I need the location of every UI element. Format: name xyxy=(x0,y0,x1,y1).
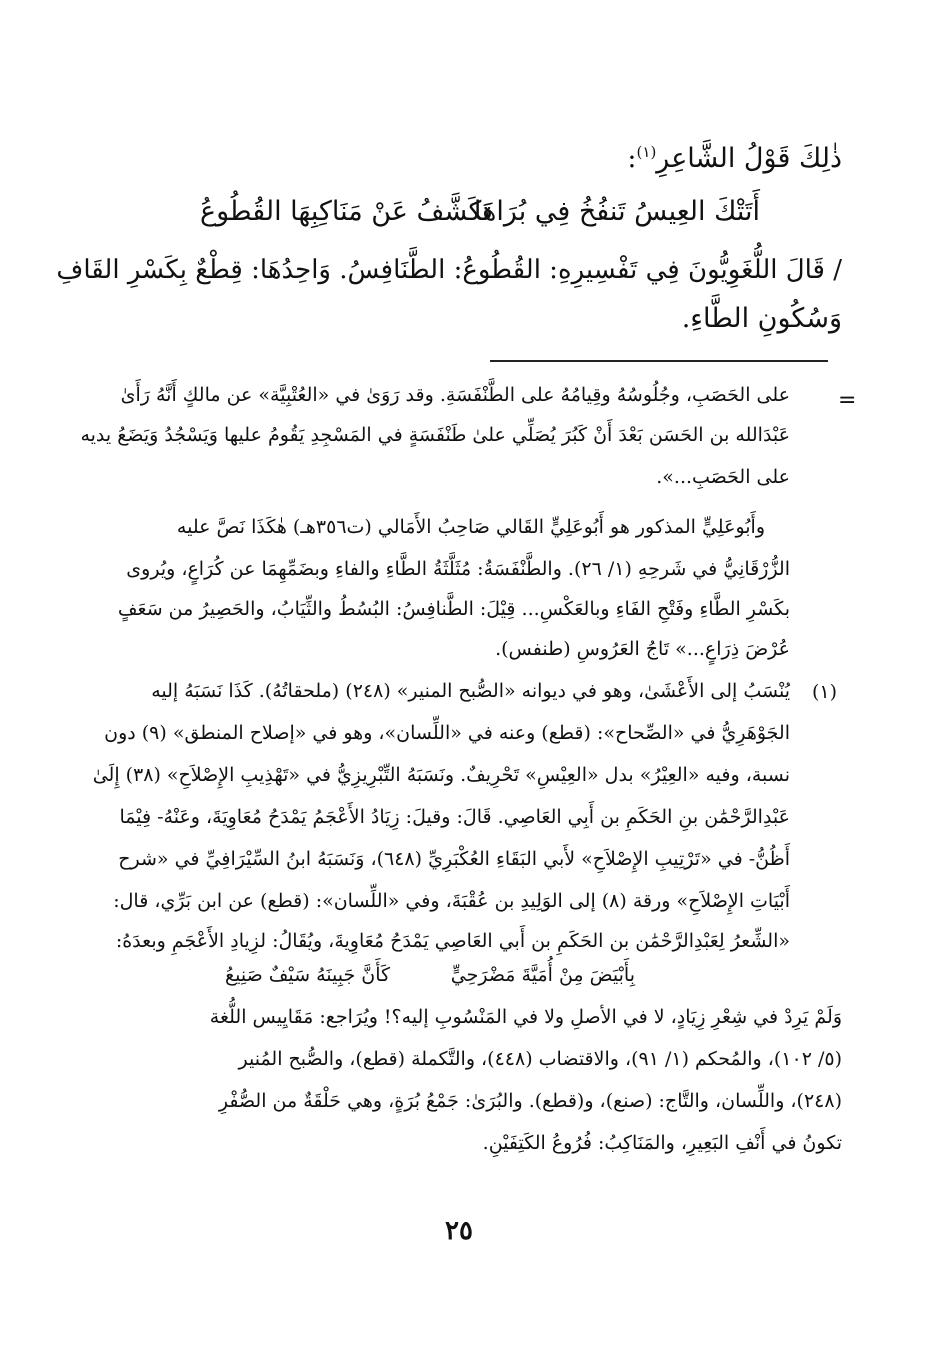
footnote-line: عَبْدِالرَّحْمَٰن بنِ الحَكَمِ بن أَبِي العَاصِي. قَالَ: وقيلَ: زِيَادُ الأَعْجَمُ يَمْدَحُ مُعَاوِيَةَ، وعَنْهُ- فِيْمَا xyxy=(119,806,790,828)
footnote-line: أَظُنُّ- في «تَرْتِيبِ الإِصْلاَحِ» لأَبي البَقَاءِ العُكْبَرِيِّ (٦٤٨)، وَنَسَبَهُ ابنُ السِّيْرَافِيِّ في «شرح xyxy=(118,848,790,870)
footnote-line: نسبة، وفيه «العِيْرُ» بدل «العِيْسِ» تَحْرِيفٌ. ونَسَبَهُ التِّبْرِيزِيُّ في «تَهْذِيبِ الإِصْلاَحِ» (٣٨) إِلَىٰ xyxy=(92,764,790,786)
footnote-line: بكَسْرِ الطَّاءِ وفَتْحِ الفَاءِ وبالعَكْسِ... قِيْلَ: الطَّنافِسُ: البُسُطُ والثِّيَابُ، والحَصِيرُ من سَعَفٍ xyxy=(117,598,790,620)
footnote-verse-right: بِأَبْيَضَ مِنْ أُمَيَّةَ مَضْرَحِيٍّ xyxy=(450,964,635,986)
footnote-line: على الحَصَبِ...». xyxy=(656,466,790,488)
footnote-line: عُرْضَ ذِرَاعٍ...» تَاجُ العَرُوسِ (طنفس). xyxy=(495,638,790,660)
footnote-reference: (١) xyxy=(636,143,657,161)
footnote-line: (٢٤٨)، واللِّسان، والتَّاج: (صنع)، و(قطع). والبُرَىٰ: جَمْعُ بُرَةٍ، وهي حَلْقَةٌ من الصُّفْرِ xyxy=(218,1090,842,1112)
footnote-line: عَبْدَالله بن الحَسَن بَعْدَ أَنْ كَبُرَ يُصَلِّي علىٰ طَنْفَسَةٍ في المَسْجِدِ يَقُومُ عليها وَيَسْجُدُ وَيَضَعُ يديه xyxy=(80,424,790,446)
footnote-verse-left: كَأَنَّ جَبِينَهُ سَيْفٌ صَنِيعُ xyxy=(225,964,391,986)
intro-text: ذٰلِكَ قَوْلُ الشَّاعِرِ xyxy=(656,143,842,174)
footnote-line: أَبْيَاتِ الإِصْلاَحِ» ورقة (٨) إلى الوَلِيدِ بن عُقْبَةَ، وفي «اللِّسان»: (قطع) عن ابن بَرِّي، قال: xyxy=(113,890,790,912)
verse-hemistich-left: تَكَشَّفُ عَنْ مَنَاكِبِهَا القُطُوعُ xyxy=(200,196,491,227)
body-line: / قَالَ اللُّغَوِيُّونَ فِي تَفْسِيرِهِ: القُطُوعُ: الطَّنَافِسُ. وَاحِدُهَا: قِطْعٌ بِكَسْرِ القَافِ xyxy=(56,255,842,285)
footnote-line: الزُّرْقَانِيُّ في شَرحِهِ (١/ ٢٦). والطَّنْفَسَةُ: مُثَلَّثَةُ الطَّاءِ والفاءِ وبضَمِّهِمَا عن كُرَاعٍ، ويُروى xyxy=(126,558,790,580)
footnote-line: على الحَصَبِ، وجُلُوسُهُ وقِيامُهُ على الطَّنْفَسَةِ. وقد رَوَىٰ في «العُتْبِيَّة» عن مالكٍ أَنَّهُ رَأَىٰ xyxy=(120,384,790,406)
footnote-separator xyxy=(490,360,828,362)
footnote-line: (٥/ ١٠٢)، والمُحكم (١/ ٩١)، والاقتضاب (٤٤٨)، والتَّكملة (قطع)، والصُّبح المُنير xyxy=(238,1048,842,1070)
body-line: وَسُكُونِ الطَّاءِ. xyxy=(681,303,842,334)
footnote-line: يُنْسَبُ إلى الأَعْشَىٰ، وهو في ديوانه «الصُّبح المنير» (٢٤٨) (ملحقاتُهُ). كَذَا نَسَبَهُ إليه xyxy=(151,680,790,702)
intro-colon: : xyxy=(627,143,637,174)
footnote-line: وَلَمْ يَرِدْ في شِعْرِ زِيَادٍ، لا في الأصلِ ولا في المَنْسُوبِ إليه؟! ويُرَاجع: مَقَايِيس اللُّغة xyxy=(209,1006,842,1028)
intro-line xyxy=(627,143,842,174)
footnote-number: (١) xyxy=(812,681,838,703)
footnote-line: تكونُ في أَنْفِ البَعِيرِ، والمَنَاكِبُ: فُرُوعُ الكَتِفَيْنِ. xyxy=(482,1132,842,1154)
verse-hemistich-right: أَتَتْكَ العِيسُ تَنفُخُ فِي بُرَاهَا xyxy=(473,196,760,227)
continuation-mark: = xyxy=(838,388,857,413)
footnote-line: «الشِّعرُ لِعَبْدِالرَّحْمَٰن بن الحَكَمِ بن أَبي العَاصِي يَمْدَحُ مُعَاوِيةَ، ويُقَالُ: لزِيادِ الأَعْجَمِ وبعدَهُ: xyxy=(115,930,790,952)
footnote-line: الجَوْهَرِيُّ في «الصِّحاح»: (قطع) وعنه في «اللِّسان»، وهو في «إصلاح المنطق» (٩) دون xyxy=(104,722,790,744)
page-number: ٢٥ xyxy=(445,1216,473,1246)
footnote-line: وأَبُوعَلِيٍّ المذكور هو أَبُوعَلِيٍّ القَالي صَاحِبُ الأَمَالي (ت٣٥٦هـ) هٰكَذَا نَصَّ عليه xyxy=(176,516,765,538)
